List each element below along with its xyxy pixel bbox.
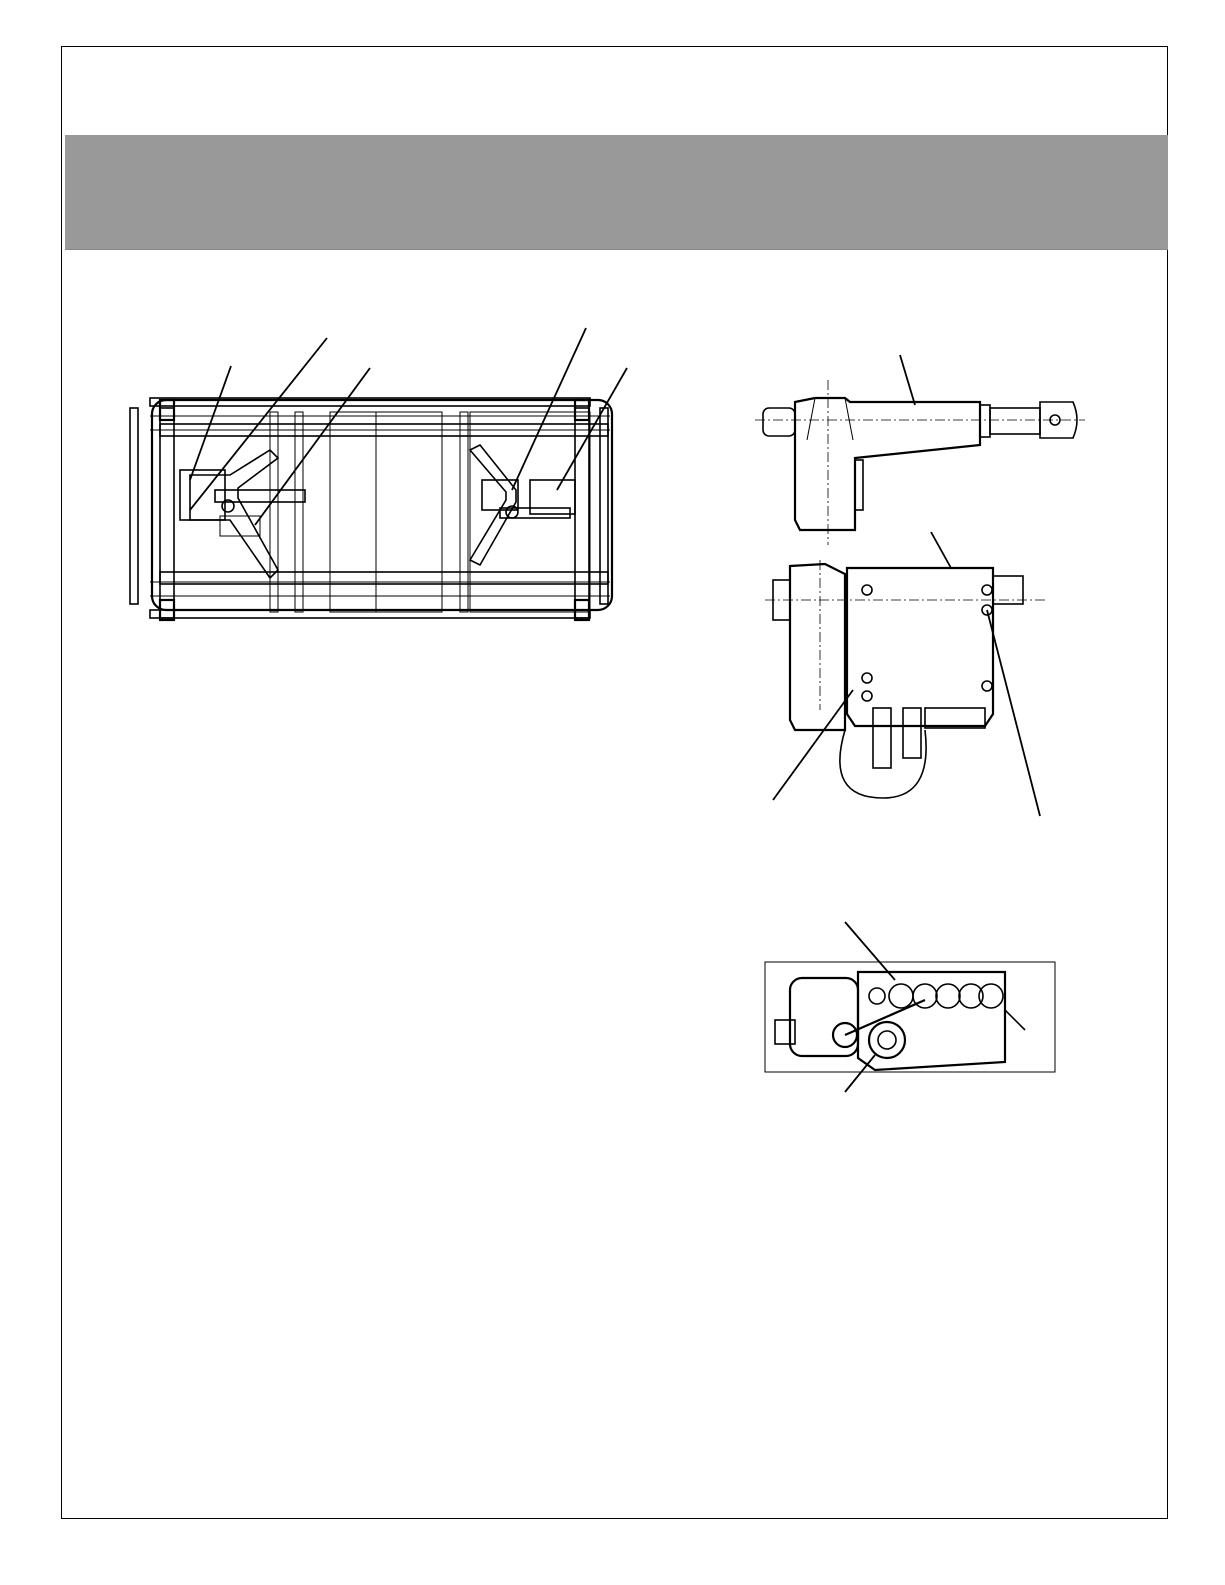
actuator-control-box-view: [765, 530, 1065, 830]
control-cable: [840, 730, 926, 798]
left-rail: [130, 408, 138, 604]
frame-outline: [152, 400, 612, 610]
callout-leader-5: [557, 368, 627, 490]
callout-leader-8: [931, 532, 951, 568]
callout-leader-3: [255, 368, 370, 525]
actuator-body: [790, 564, 845, 730]
motor-end: [790, 978, 858, 1056]
control-box-connector-end-view: [765, 920, 1065, 1095]
callout-leader-1: [190, 366, 231, 480]
right-lift-arm: [470, 445, 516, 565]
header-band: [65, 135, 1168, 250]
control-box: [847, 568, 993, 726]
callout-leader-9: [987, 610, 1040, 816]
right-rail: [600, 408, 608, 604]
callout-leader-6: [900, 355, 915, 405]
actuator-motor-housing: [795, 398, 980, 530]
bed-frame-underside-view: [120, 320, 640, 640]
actuator-side-view: [755, 350, 1095, 550]
